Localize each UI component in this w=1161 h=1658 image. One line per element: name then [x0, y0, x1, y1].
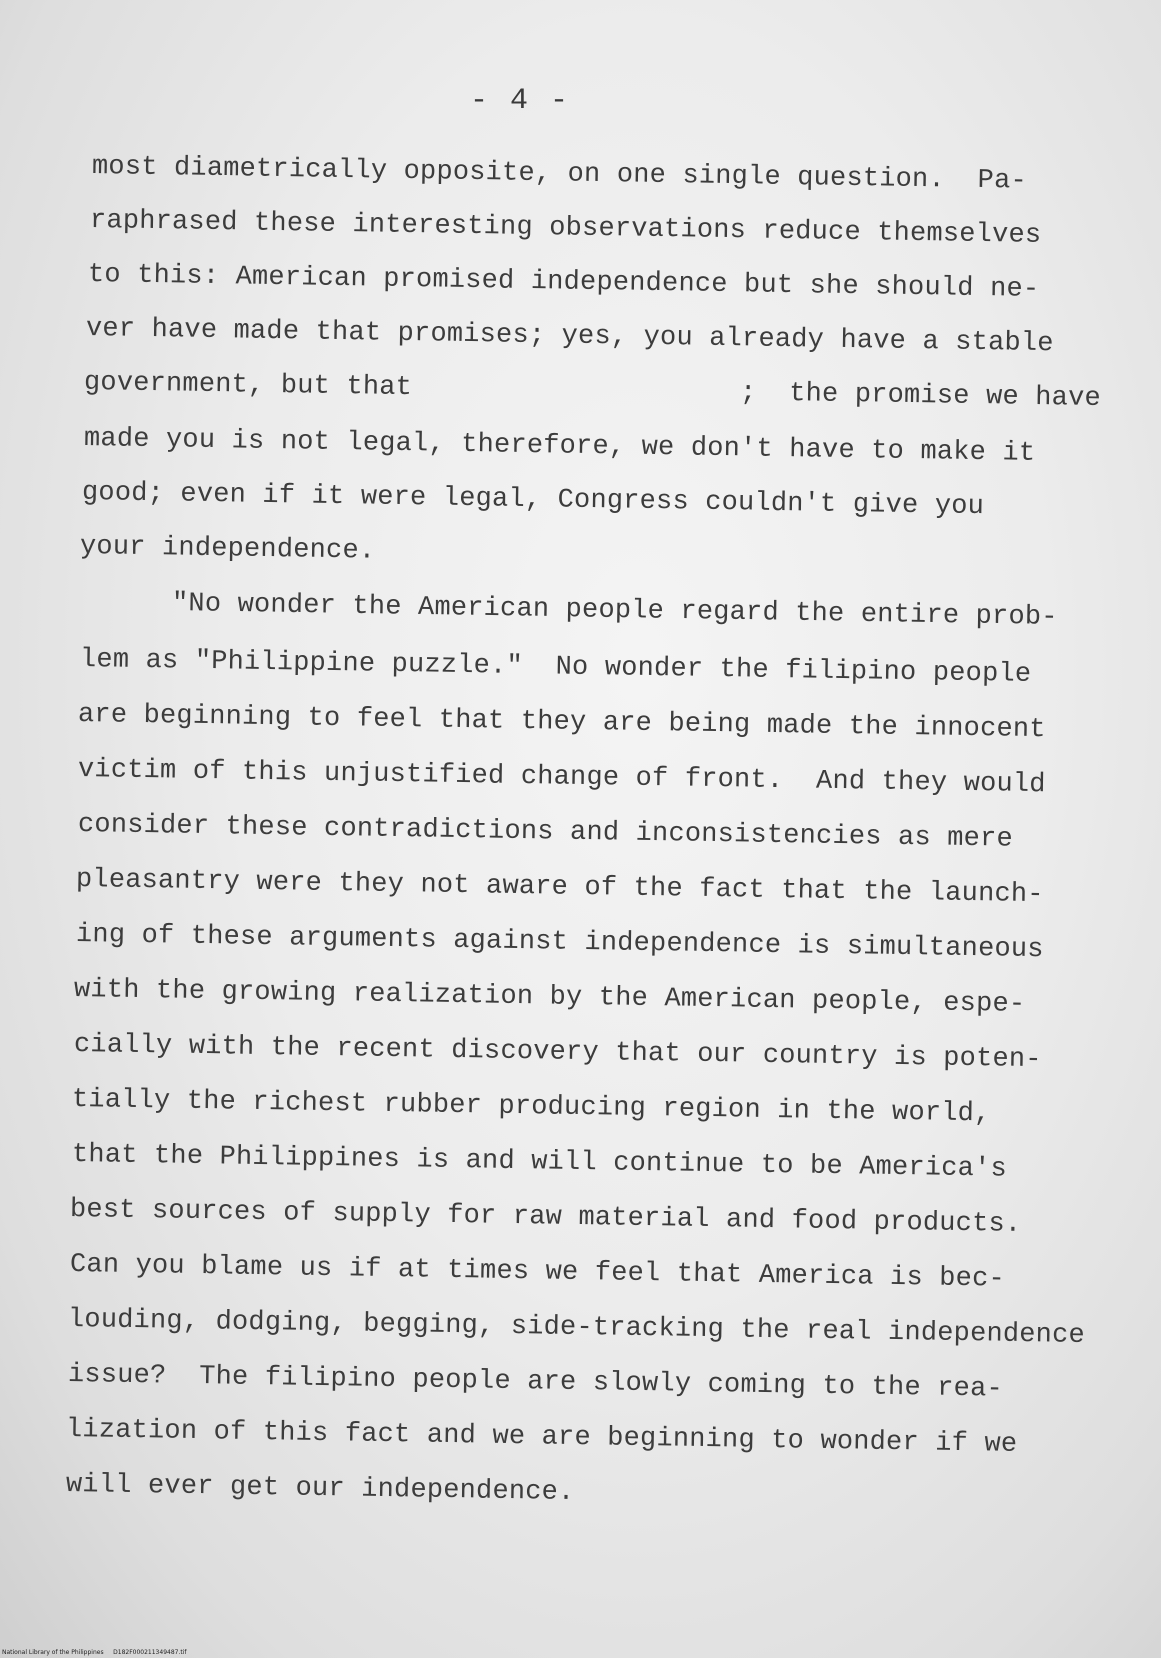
text-line: lization of this fact and we are beginning to wonder if we	[65, 1415, 1018, 1460]
text-line: cially with the recent discovery that our country is poten-	[73, 1030, 1042, 1076]
text-line: that the Philippines is and will continue to be America's	[71, 1140, 1008, 1185]
text-line: raphrased these interesting observations reduce themselves	[89, 206, 1042, 251]
text-line: will ever get our independence.	[65, 1470, 575, 1508]
text-line: louding, dodging, begging, side-tracking the real independence	[67, 1305, 1086, 1351]
scan-footer	[2, 1649, 187, 1656]
text-line: consider these contradictions and inconsistencies as mere	[77, 810, 1014, 855]
text-line: to this: American promised independence but she should ne-	[87, 260, 1040, 305]
text-line: tially the richest rubber producing region in the world,	[71, 1085, 991, 1130]
text-line: Can you blame us if at times we feel that America is bec-	[69, 1250, 1006, 1295]
text-line: with the growing realization by the American people, espe-	[73, 975, 1026, 1020]
text-line: issue? The filipino people are slowly coming to the rea-	[67, 1360, 1004, 1405]
text-line: lem as "Philippine puzzle." No wonder the filipino people	[79, 645, 1032, 690]
page-number: - 4 -	[469, 84, 570, 118]
text-line: best sources of supply for raw material and food products.	[69, 1195, 1022, 1240]
text-line: ing of these arguments against independence is simultaneous	[75, 920, 1044, 966]
footer-library: National Library of the Philippines	[2, 1649, 104, 1656]
text-line: government, but that ; the promise we have	[83, 368, 1102, 414]
text-line: pleasantry were they not aware of the fact that the launch-	[75, 865, 1044, 911]
text-line: ver have made that promises; yes, you already have a stable	[85, 314, 1054, 360]
text-line: your independence.	[79, 532, 376, 567]
text-line: victim of this unjustified change of front. And they would	[77, 755, 1046, 801]
footer-file: D182F000211349487.tif	[113, 1649, 187, 1656]
text-line: most diametrically opposite, on one single question. Pa-	[91, 152, 1028, 197]
text-line: "No wonder the American people regard the entire prob-	[171, 589, 1058, 633]
text-line: are beginning to feel that they are being made the innocent	[77, 700, 1046, 746]
text-line: good; even if it were legal, Congress couldn't give you	[81, 478, 985, 523]
text-line: made you is not legal, therefore, we don't have to make it	[83, 424, 1036, 469]
